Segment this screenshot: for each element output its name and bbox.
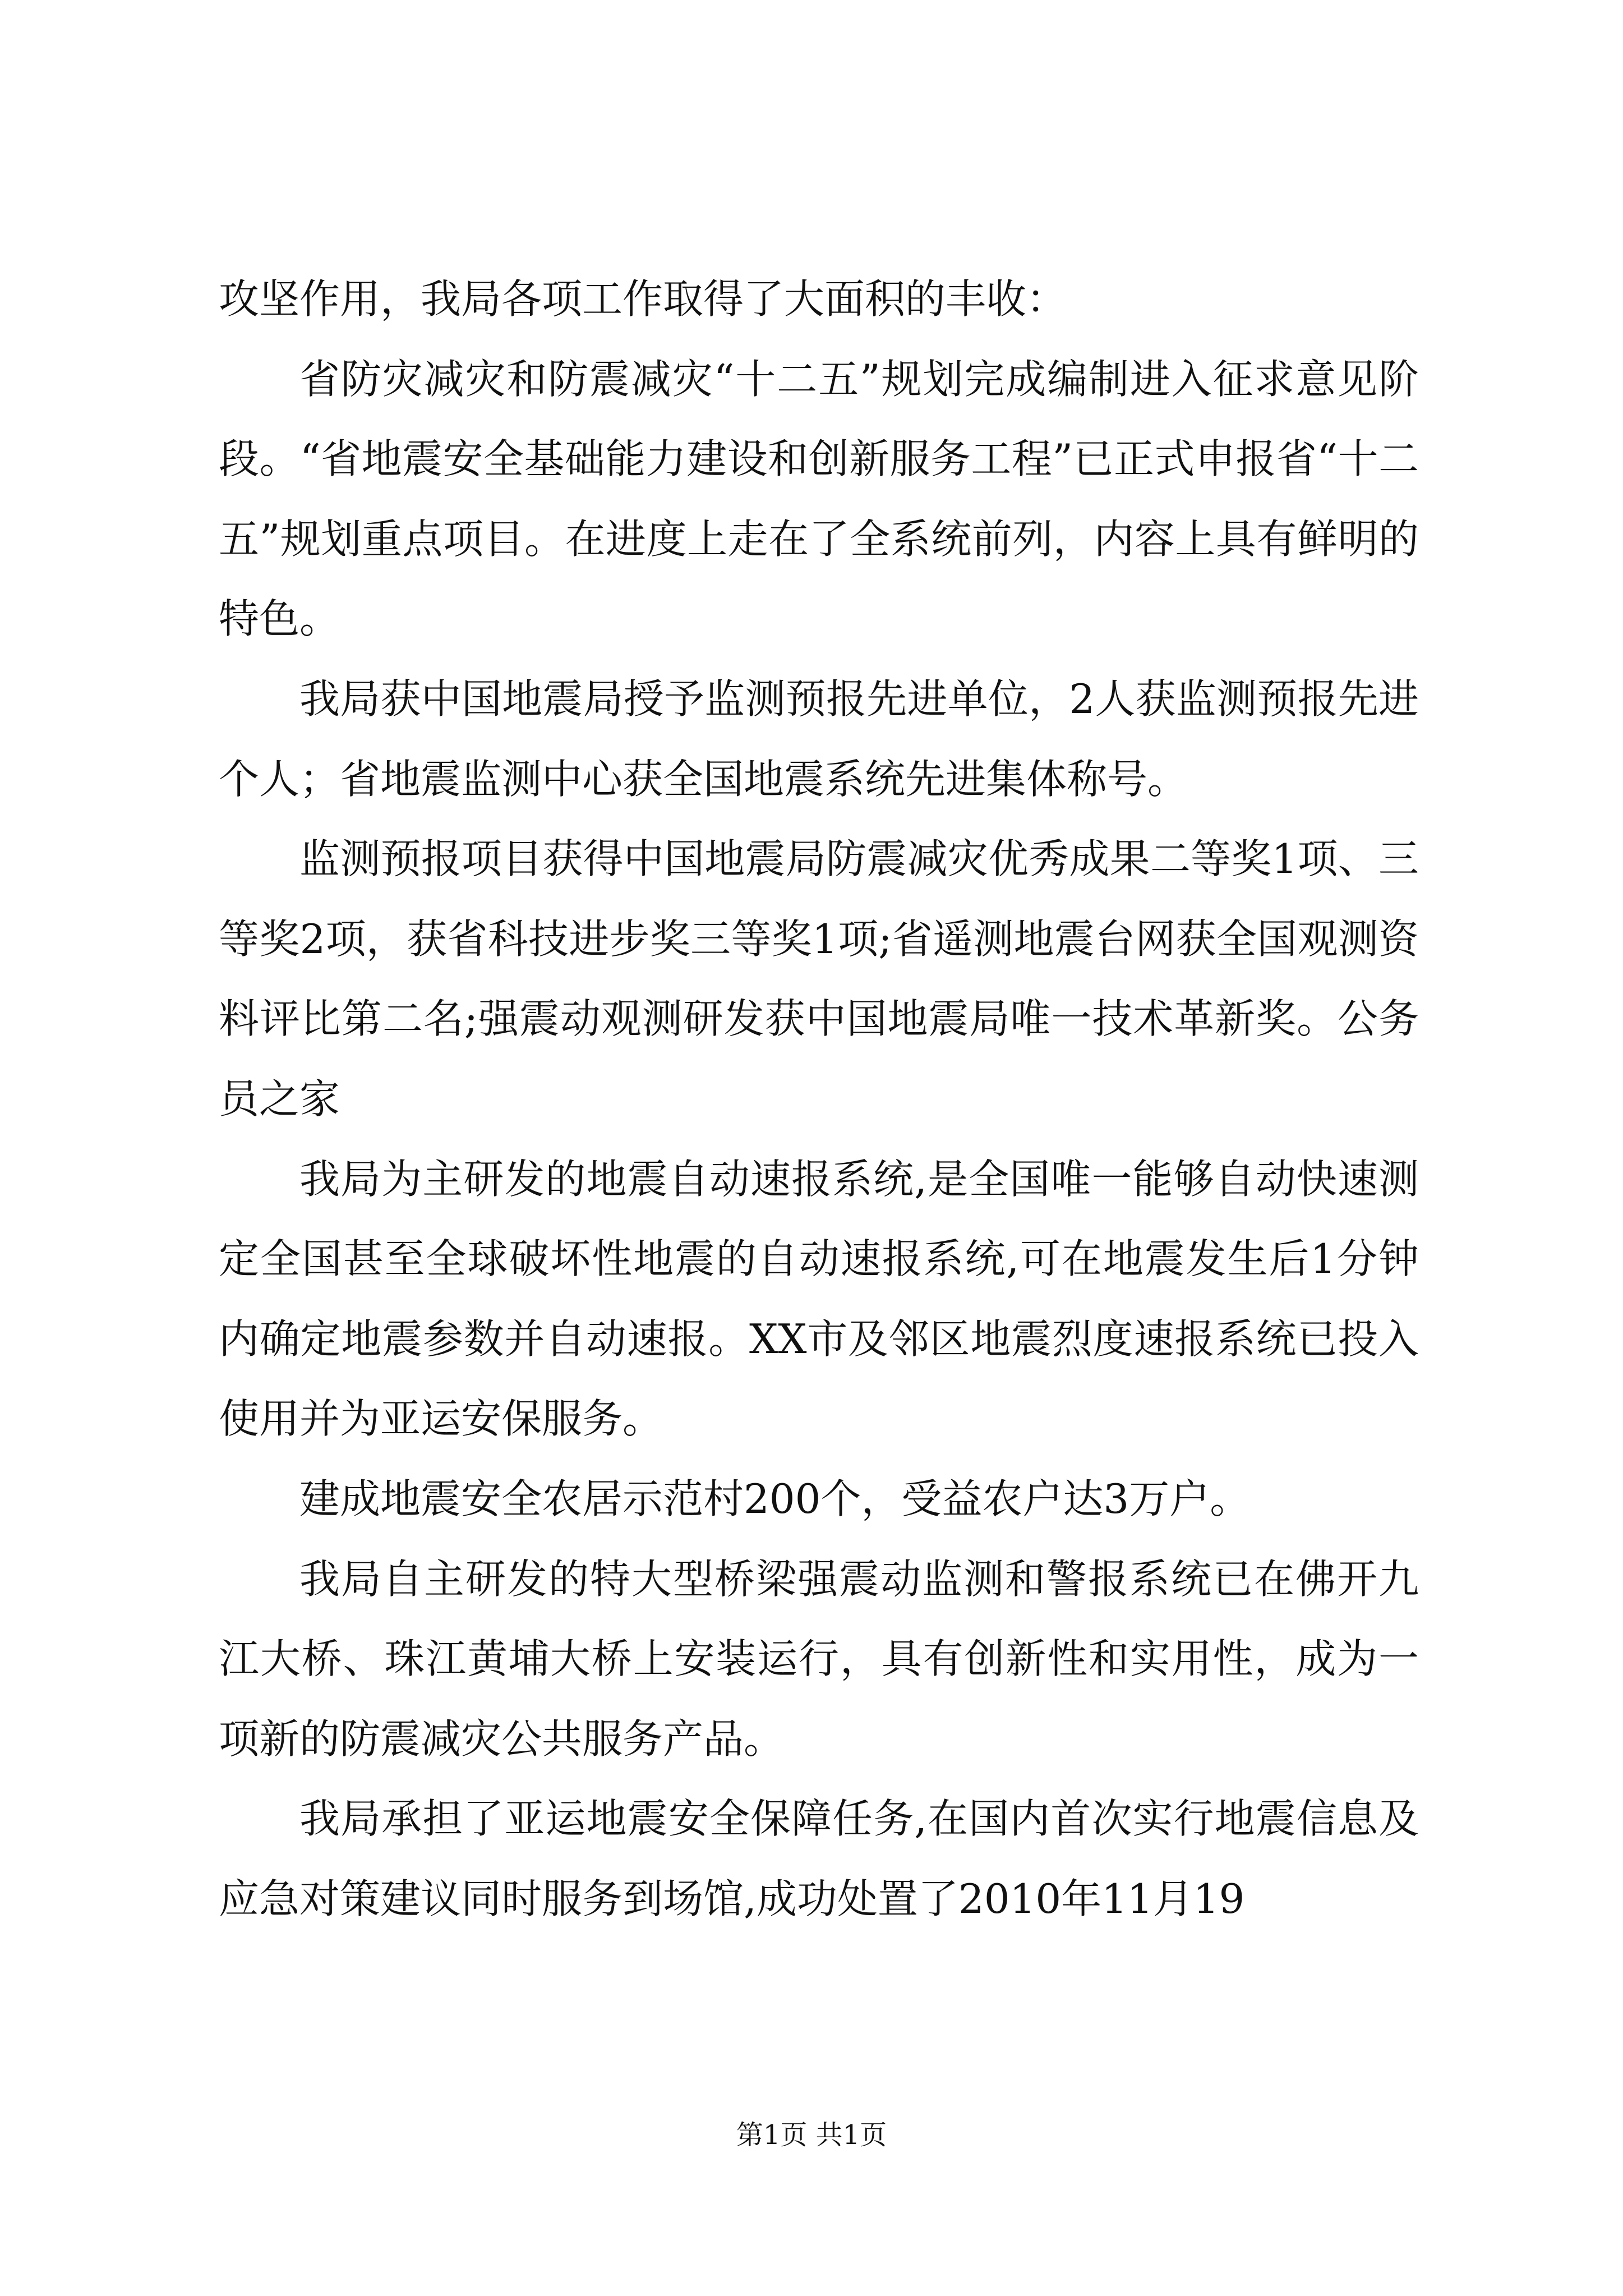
paragraph-3: 我局获中国地震局授予监测预报先进单位，2人获监测预报先进个人；省地震监测中心获全国地震系统先进集体称号。 [219, 675, 1419, 803]
paragraph-8: 我局承担了亚运地震安全保障任务,在国内首次实行地震信息及应急对策建议同时服务到场馆,成功处置了2010年11月19 [219, 1795, 1419, 1922]
paragraph-5: 我局为主研发的地震自动速报系统,是全国唯一能够自动快速测定全国甚至全球破坏性地震的自动速报系统,可在地震发生后1分钟内确定地震参数并自动速报。XX市及邻区地震烈度速报系统已投入使用并为亚运安保服务。 [219, 1155, 1419, 1443]
paragraph-6: 建成地震安全农居示范村200个，受益农户达3万户。 [299, 1475, 1251, 1522]
paragraph-7: 我局自主研发的特大型桥梁强震动监测和警报系统已在佛开九江大桥、珠江黄埔大桥上安装运行，具有创新性和实用性，成为一项新的防震减灾公共服务产品。 [219, 1555, 1419, 1763]
paragraph-4: 监测预报项目获得中国地震局防震减灾优秀成果二等奖1项、三等奖2项，获省科技进步奖三等奖1项;省遥测地震台网获全国观测资料评比第二名;强震动观测研发获中国地震局唯一技术革新奖。公务员之家 [219, 835, 1419, 1122]
document-body [219, 259, 1419, 1939]
paragraph-2: 省防灾减灾和防震减灾“十二五”规划完成编制进入征求意见阶段。“省地震安全基础能力建设和创新服务工程”已正式申报省“十二五”规划重点项目。在进度上走在了全系统前列，内容上具有鲜明的特色。 [219, 355, 1419, 643]
paragraph-1: 攻坚作用，我局各项工作取得了大面积的丰收： [219, 275, 1067, 323]
page-number-label: 第1页 共1页 [736, 2119, 887, 2151]
page-footer [0, 2118, 1623, 2152]
